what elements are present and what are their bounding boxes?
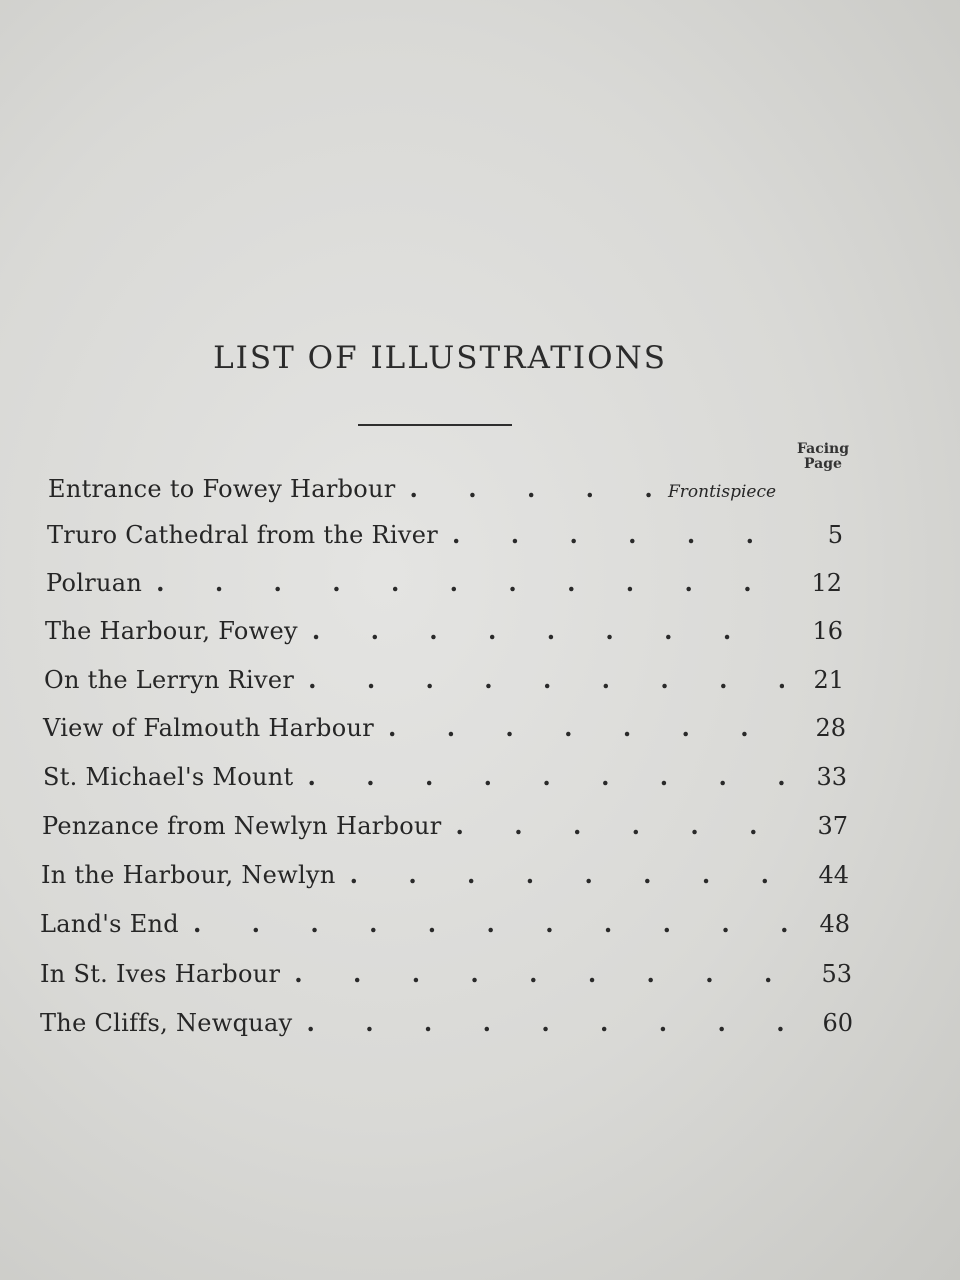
list-item-page: 21: [813, 666, 844, 694]
list-item-page: 44: [818, 861, 849, 889]
dot-leader: [374, 713, 786, 742]
dot-leader: [293, 1008, 794, 1037]
list-item: [47, 520, 843, 554]
list-item-page: Frontispiece: [668, 482, 777, 502]
facing-page-header-line-1: Facing: [796, 441, 850, 457]
list-item-label: In the Harbour, Newlyn: [41, 861, 336, 889]
list-item: [40, 909, 850, 943]
list-item: [45, 616, 843, 650]
list-item-page: 33: [816, 763, 847, 791]
dot-leader: [438, 520, 783, 549]
list-item: [42, 811, 848, 845]
list-item-page: 48: [819, 910, 850, 938]
list-item-label: Penzance from Newlyn Harbour: [42, 812, 442, 840]
list-item-page: 37: [817, 812, 848, 840]
list-item-page: 16: [812, 617, 843, 645]
page-title: LIST OF ILLUSTRATIONS: [213, 340, 667, 376]
list-item-label: Land's End: [40, 910, 179, 938]
list-item: [44, 665, 844, 699]
list-item-label: St. Michael's Mount: [43, 763, 294, 791]
list-item: [43, 713, 846, 747]
list-item: [48, 474, 788, 508]
list-item-page: 12: [811, 569, 842, 597]
list-item-label: Entrance to Fowey Harbour: [48, 475, 396, 503]
list-item-label: The Harbour, Fowey: [45, 617, 298, 645]
dot-leader: [142, 568, 782, 597]
dot-leader: [294, 665, 784, 694]
dot-leader: [294, 762, 787, 791]
list-item: [40, 1008, 853, 1042]
list-item: [43, 762, 847, 796]
list-item-page: 28: [815, 714, 846, 742]
list-item: [46, 568, 842, 602]
dot-leader: [336, 860, 789, 889]
dot-leader: [298, 616, 783, 645]
list-item-label: View of Falmouth Harbour: [43, 714, 374, 742]
list-item-page: 60: [822, 1009, 853, 1037]
facing-page-header-line-2: Page: [804, 456, 842, 472]
dot-leader: [280, 959, 792, 988]
dot-leader: [396, 474, 668, 503]
list-item-label: Polruan: [46, 569, 143, 597]
list-item-page: 5: [827, 521, 843, 549]
list-item-page: 53: [821, 960, 852, 988]
list-item: [40, 959, 852, 993]
list-item-label: On the Lerryn River: [44, 666, 295, 694]
list-item-label: The Cliffs, Newquay: [40, 1009, 293, 1037]
list-item-label: Truro Cathedral from the River: [47, 521, 439, 549]
list-item-label: In St. Ives Harbour: [40, 960, 281, 988]
dot-leader: [442, 811, 788, 840]
list-item: [41, 860, 849, 894]
dot-leader: [179, 909, 790, 938]
